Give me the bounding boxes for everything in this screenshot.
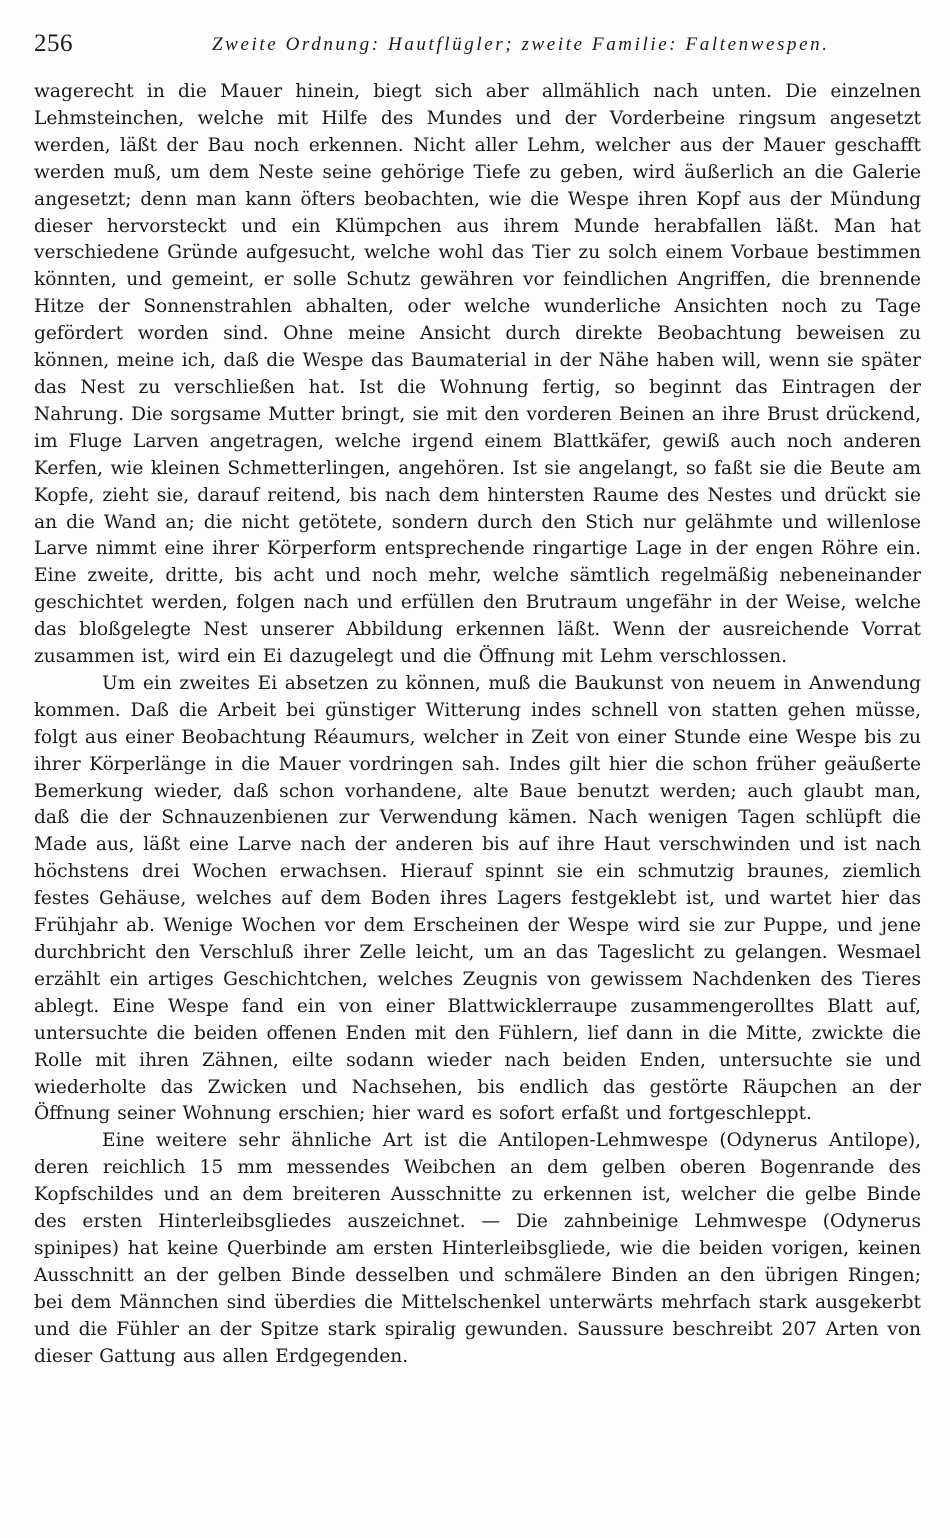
paragraph-second-egg-development: Um ein zweites Ei absetzen zu können, muß die Baukunst von neuem in Anwendung kommen. Daß die Arbeit bei günstiger Witterung indes schnell von statten gehen müsse, folgt aus einer Beobachtung Réaumurs, welcher in Zeit von einer Stunde eine Wespe bis zu ihrer Körperlänge in die Mauer vordringen sah. Indes gilt hier die schon früher geäußerte Bemerkung wieder, daß schon vorhandene, alte Baue benutzt werden; auch glaubt man, daß die der Schnauzenbienen zur Verwendung kämen. Nach wenigen Tagen schlüpft die Made aus, läßt eine Larve nach der anderen bis auf ihre Haut verschwinden und ist nach höchstens drei Wochen erwachsen. Hierauf spinnt sie ein schmutzig braunes, ziemlich festes Gehäuse, welches auf dem Boden ihres Lagers festgeklebt ist, und wartet hier das Frühjahr ab. Wenige Wochen vor dem Erscheinen der Wespe wird sie zur Puppe, und jene durchbricht den Verschluß ihrer Zelle leicht, um an das Tageslicht zu gelangen. Wesmael erzählt ein artiges Geschichtchen, welches Zeugnis von gewissem Nachdenken des Tieres ablegt. Eine Wespe fand ein von einer Blattwicklerraupe zusammengerolltes Blatt auf, untersuchte die beiden offenen Enden mit den Fühlern, lief dann in die Mitte, zwickte die Rolle mit ihren Zähnen, eilte sodann wieder nach beiden Enden, untersuchte sie und wiederholte das Zwicken und Nachsehen, bis endlich das gestörte Räupchen an der Öffnung seiner Wohnung erschien; hier ward es sofort erfaßt und fortgeschleppt. (34, 672, 921, 1125)
page-header (34, 30, 916, 62)
running-head: Zweite Ordnung: Hautflügler; zweite Familie: Faltenwespen. (212, 34, 830, 55)
page-number: 256 (34, 30, 73, 57)
body-text (34, 79, 921, 1371)
paragraph-wasp-nest-building: wagerecht in die Mauer hinein, biegt sich aber allmählich nach unten. Die einzelnen Lehmsteinchen, welche mit Hilfe des Mundes und der Vorderbeine ringsum angesetzt werden, läßt der Bau noch erkennen. Nicht aller Lehm, welcher aus der Mauer geschafft werden muß, um dem Neste seine gehörige Tiefe zu geben, wird äußerlich an die Galerie angesetzt; denn man kann öfters beobachten, wie die Wespe ihren Kopf aus der Mündung dieser hervorsteckt und ein Klümpchen aus ihrem Munde herabfallen läßt. Man hat verschiedene Gründe aufgesucht, welche wohl das Tier zu solch einem Vorbaue bestimmen könnten, und gemeint, er solle Schutz gewähren vor feindlichen Angriffen, die brennende Hitze der Sonnenstrahlen abhalten, oder welche wunderliche Ansichten noch zu Tage gefördert worden sind. Ohne meine Ansicht durch direkte Beobachtung beweisen zu können, meine ich, daß die Wespe das Baumaterial in der Nähe haben will, wenn sie später das Nest zu verschließen hat. Ist die Wohnung fertig, so beginnt das Eintragen der Nahrung. Die sorgsame Mutter bringt, sie mit den vorderen Beinen an ihre Brust drückend, im Fluge Larven angetragen, welche irgend einem Blattkäfer, gewiß auch noch anderen Kerfen, wie kleinen Schmetterlingen, angehören. Ist sie angelangt, so faßt sie die Beute am Kopfe, zieht sie, darauf reitend, bis nach dem hintersten Raume des Nestes und drückt sie an die Wand an; die nicht getötete, sondern durch den Stich nur gelähmte und willenlose Larve nimmt eine ihrer Körperform entsprechende ringartige Lage in der engen Röhre ein. Eine zweite, dritte, bis acht und noch mehr, welche sämtlich regelmäßig nebeneinander geschichtet werden, folgen nach und erfüllen den Brutraum ungefähr in der Weise, welche das bloßgelegte Nest unserer Abbildung erkennen läßt. Wenn der ausreichende Vorrat zusammen ist, wird ein Ei dazugelegt und die Öffnung mit Lehm verschlossen. (34, 81, 921, 668)
paragraph-related-species: Eine weitere sehr ähnliche Art ist die Antilopen-Lehmwespe (Odynerus Antilope), deren reichlich 15 mm messendes Weibchen an dem gelben oberen Bogenrande des Kopfschildes und an dem breiteren Ausschnitte zu erkennen ist, welcher die gelbe Binde des ersten Hinterleibsgliedes auszeichnet. — Die zahnbeinige Lehmwespe (Odynerus spinipes) hat keine Querbinde am ersten Hinterleibsgliede, wie die beiden vorigen, keinen Ausschnitt an der gelben Binde desselben und schmälere Binden an den übrigen Ringen; bei dem Männchen sind überdies die Mittelschenkel unterwärts mehrfach stark ausgekerbt und die Fühler an der Spitze stark spiralig gewunden. Saussure beschreibt 207 Arten von dieser Gattung aus allen Erdgegenden. (34, 1130, 921, 1367)
